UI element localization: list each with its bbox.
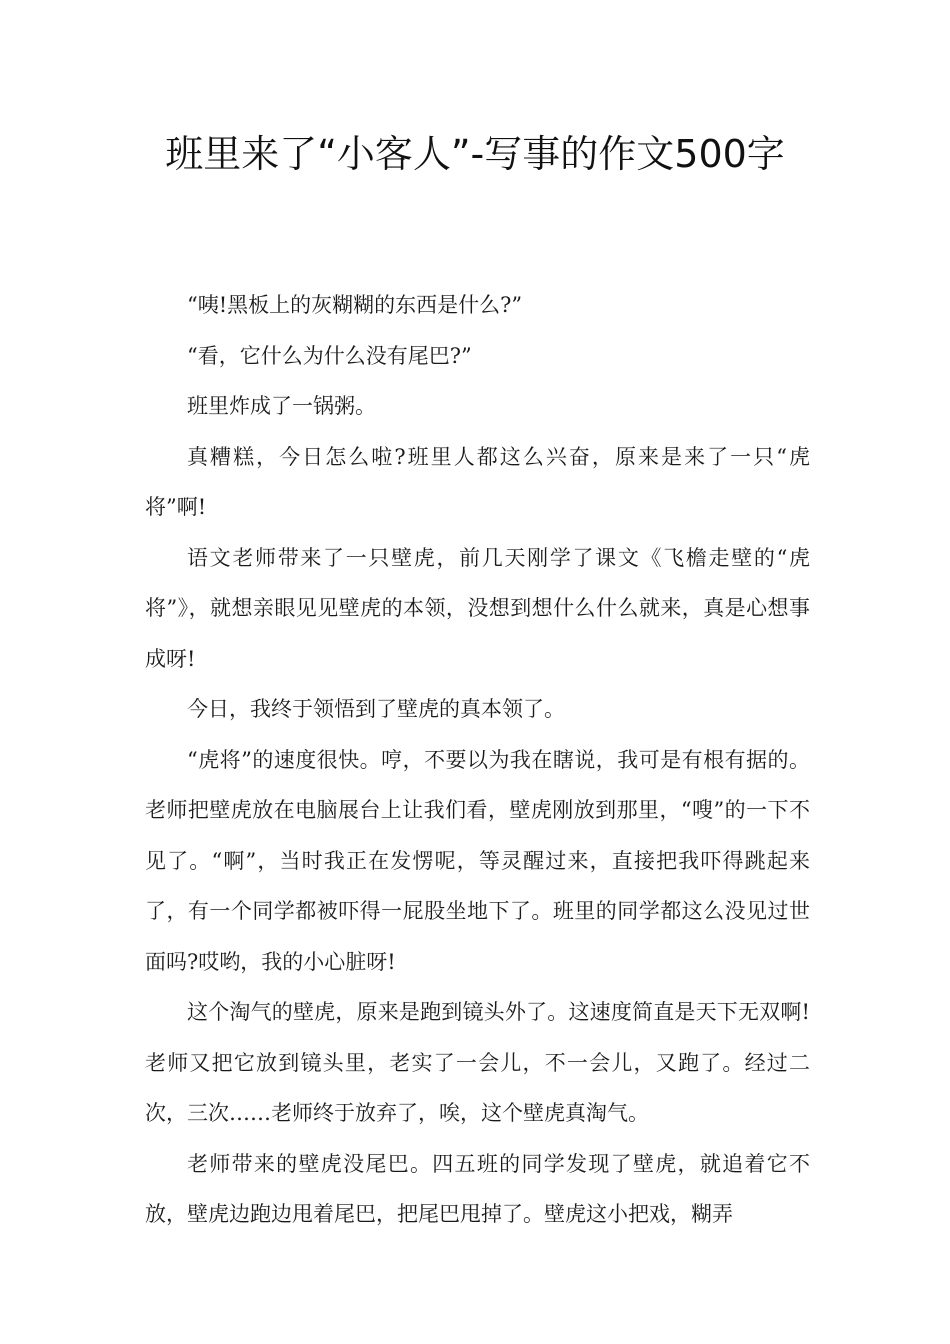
paragraph: 语文老师带来了一只壁虎，前几天刚学了课文《飞檐走壁的“虎将”》，就想亲眼见见壁虎的本领，没想到想什么什么就来，真是心想事成呀! — [145, 545, 810, 671]
paragraph: “虎将”的速度很快。哼，不要以为我在瞎说，我可是有根有据的。老师把壁虎放在电脑展台上让我们看，壁虎刚放到那里，“嗖”的一下不见了。“啊”，当时我正在发愣呢，等灵醒过来，直接把我吓得跳起来了，有一个同学都被吓得一屁股坐地下了。班里的同学都这么没见过世面吗?哎哟，我的小心脏呀! — [145, 747, 810, 974]
document-body — [145, 280, 810, 1240]
paragraph: 老师带来的壁虎没尾巴。四五班的同学发现了壁虎，就追着它不放，壁虎边跑边甩着尾巴，把尾巴甩掉了。壁虎这小把戏，糊弄 — [145, 1151, 810, 1226]
paragraph: 真糟糕，今日怎么啦?班里人都这么兴奋，原来是来了一只“虎将”啊! — [145, 444, 810, 519]
paragraph: “咦!黑板上的灰糊糊的东西是什么?” — [187, 293, 523, 317]
paragraph: 今日，我终于领悟到了壁虎的真本领了。 — [187, 697, 565, 721]
paragraph: 班里炸成了一锅粥。 — [187, 394, 376, 418]
paragraph: “看，它什么为什么没有尾巴?” — [187, 343, 472, 368]
paragraph: 这个淘气的壁虎，原来是跑到镜头外了。这速度简直是天下无双啊!老师又把它放到镜头里，老实了一会儿，不一会儿，又跑了。经过二次，三次……老师终于放弃了，唉，这个壁虎真淘气。 — [145, 1000, 810, 1125]
document-title: 班里来了“小客人”-写事的作文500字 — [165, 132, 785, 176]
